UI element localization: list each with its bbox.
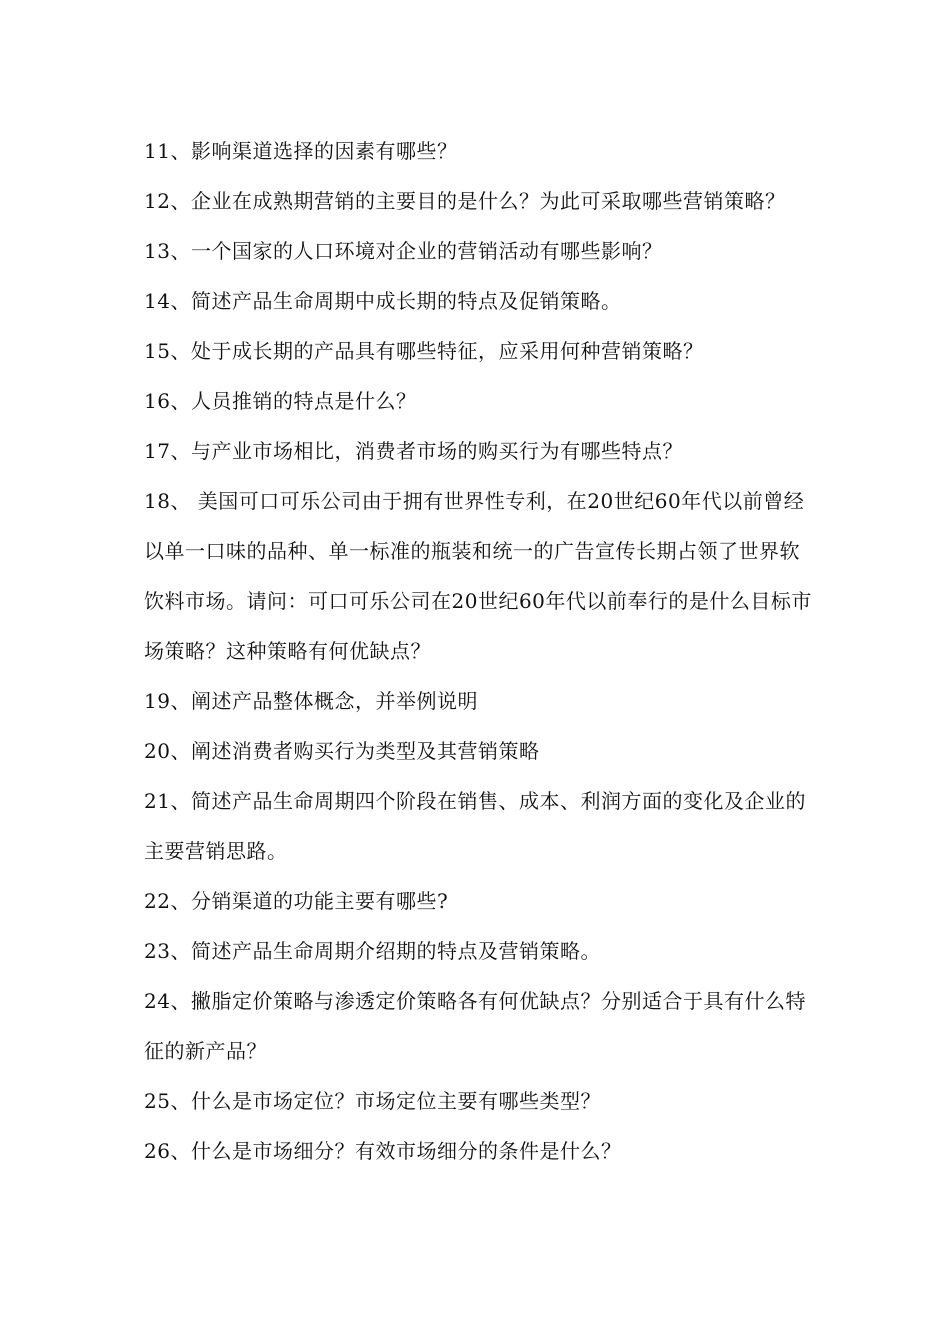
- question-item: 15、处于成长期的产品具有哪些特征，应采用何种营销策略？: [144, 339, 704, 363]
- question-item: 26、什么是市场细分？有效市场细分的条件是什么？: [144, 1139, 622, 1163]
- question-item: 22、分销渠道的功能主要有哪些?: [144, 889, 449, 913]
- question-item: 21、简述产品生命周期四个阶段在销售、成本、利润方面的变化及企业的主要营销思路。: [144, 789, 806, 863]
- question-item: 14、简述产品生命周期中成长期的特点及促销策略。: [144, 289, 622, 313]
- question-item: 18、 美国可口可乐公司由于拥有世界性专利，在20世纪60年代以前曾经以单一口味的品种、单一标准的瓶装和统一的广告宣传长期占领了世界软饮料市场。请问：可口可乐公司在20世纪60年代以前奉行的是什么目标市场策略？这种策略有何优缺点？: [144, 489, 812, 663]
- question-item: 11、影响渠道选择的因素有哪些？: [144, 139, 458, 163]
- question-item: 24、撇脂定价策略与渗透定价策略各有何优缺点？分别适合于具有什么特征的新产品？: [144, 989, 806, 1063]
- question-item: 17、与产业市场相比，消费者市场的购买行为有哪些特点？: [144, 439, 683, 463]
- question-list: [144, 126, 812, 1176]
- question-item: 20、阐述消费者购买行为类型及其营销策略: [144, 739, 540, 763]
- question-item: 13、一个国家的人口环境对企业的营销活动有哪些影响？: [144, 239, 663, 263]
- question-item: 23、简述产品生命周期介绍期的特点及营销策略。: [144, 939, 601, 963]
- question-item: 19、阐述产品整体概念，并举例说明: [144, 689, 478, 713]
- question-item: 25、什么是市场定位？市场定位主要有哪些类型？: [144, 1089, 601, 1113]
- question-item: 12、企业在成熟期营销的主要目的是什么？为此可采取哪些营销策略？: [144, 189, 786, 213]
- question-item: 16、人员推销的特点是什么？: [144, 389, 417, 413]
